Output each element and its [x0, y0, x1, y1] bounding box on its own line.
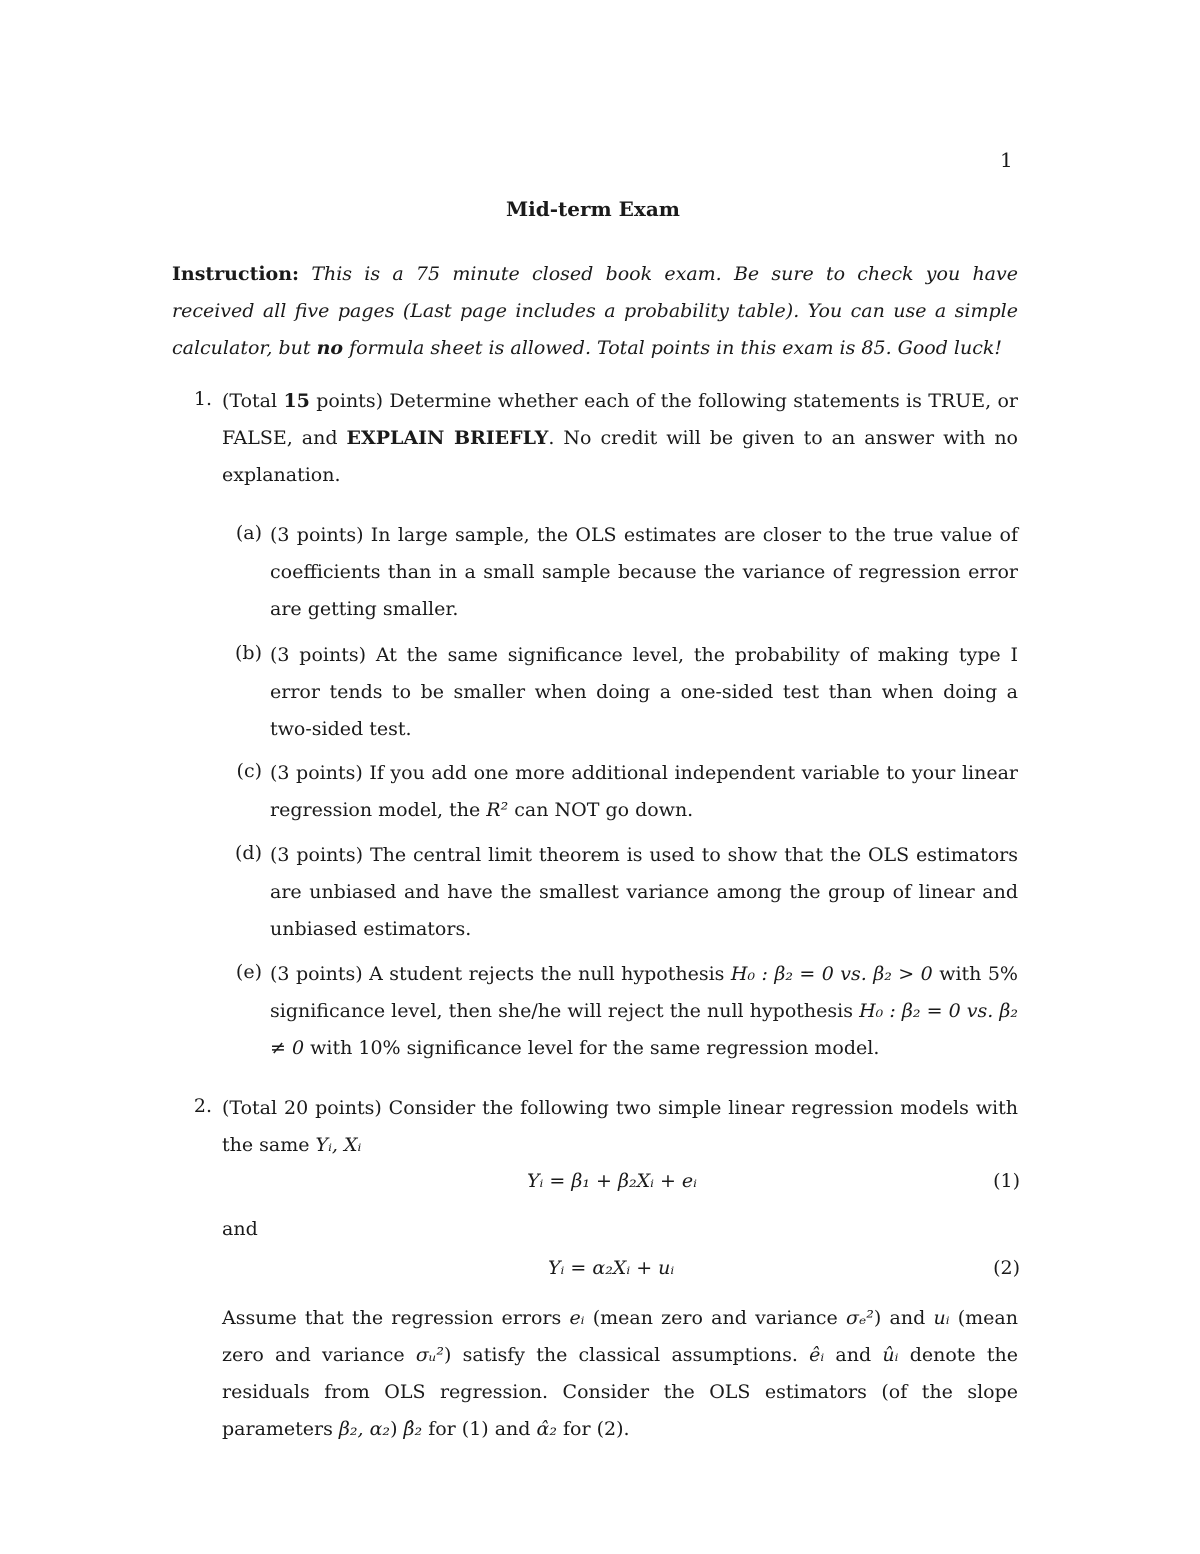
q2-para-t4: (mean zero and variance	[222, 1307, 1018, 1366]
part-c-text-2: can NOT go down.	[514, 799, 694, 821]
q2-para-m2: σₑ²	[845, 1307, 874, 1329]
q2-intro-vars: Yᵢ, Xᵢ	[315, 1134, 362, 1156]
q1-suffix: points) Determine whether each of the following statements is TRUE, or FALSE, and	[222, 390, 1018, 449]
q1-points: 15	[283, 390, 310, 412]
part-d-text: (3 points) The central limit theorem is used to show that the OLS estimators are unbiased and have the smallest variance among the group of linear and unbiased estimators.	[270, 844, 1018, 940]
instruction-label: Instruction:	[172, 263, 300, 285]
equation-1-label: (1)	[993, 1170, 1020, 1192]
question-2-number: 2.	[193, 1095, 212, 1117]
part-b-text: (3 points) At the same significance level, the probability of making type I error tends to be smaller when doing a one-sided test than when doing a two-sided test.	[270, 644, 1018, 740]
q2-para-t9: for (1) and	[428, 1418, 531, 1440]
equation-2: Yᵢ = α₂Xᵢ + uᵢ	[548, 1257, 675, 1279]
part-e-label: (e)	[235, 961, 262, 983]
part-c-text-1: (3 points) If you add one more additional independent variable to your linear regression model, the	[270, 762, 1018, 821]
equation-1: Yᵢ = β₁ + β₂Xᵢ + eᵢ	[527, 1170, 697, 1192]
q2-para-m3: uᵢ	[933, 1307, 950, 1329]
part-c-label: (c)	[236, 760, 262, 782]
q2-para-t2: (mean zero and variance	[592, 1307, 838, 1329]
question-2-paragraph	[222, 1300, 1018, 1448]
q2-para-t10: for (2).	[563, 1418, 630, 1440]
q2-para-m6: ûᵢ	[882, 1344, 899, 1366]
equation-2-label: (2)	[993, 1257, 1020, 1279]
part-a-text: (3 points) In large sample, the OLS estimates are closer to the true value of coefficients than in a small sample because the variance of regression error are getting smaller.	[270, 524, 1018, 620]
q2-para-m1: eᵢ	[569, 1307, 585, 1329]
part-c-text	[270, 755, 1018, 829]
question-1-text	[222, 383, 1018, 494]
part-e-text-3: with 10% significance level for the same regression model.	[310, 1037, 880, 1059]
question-1-number: 1.	[193, 388, 212, 410]
q2-intro-text: (Total 20 points) Consider the following two simple linear regression models with the same	[222, 1097, 1018, 1156]
part-a-label: (a)	[235, 522, 262, 544]
q1-bold: EXPLAIN BRIEFLY	[346, 427, 549, 449]
part-e-text	[270, 956, 1018, 1067]
part-c-math: R²	[486, 799, 509, 821]
part-e-hypothesis-1: H₀ : β₂ = 0 vs. β₂ > 0	[730, 963, 933, 985]
q2-para-t8: )	[390, 1418, 398, 1440]
q2-para-t7: denote the residuals from OLS regression. Consider the OLS estimators (of the slope parameters	[222, 1344, 1018, 1440]
instruction-text-1: This is a 75 minute closed book exam. Be sure to check you have received all five pages (Last page includes a probability table). You can use a simple calculator, but	[172, 263, 1018, 359]
q2-para-t6: and	[835, 1344, 872, 1366]
q2-para-m5: êᵢ	[809, 1344, 825, 1366]
and-text: and	[222, 1218, 258, 1240]
part-e-hypothesis-2: H₀ : β₂ = 0 vs. β₂ ≠ 0	[270, 1000, 1019, 1059]
q2-para-m9: α̂₂	[536, 1418, 557, 1440]
part-e-text-1: (3 points) A student rejects the null hypothesis	[270, 963, 725, 985]
q1-prefix: (Total	[222, 390, 278, 412]
page-title: Mid-term Exam	[506, 197, 680, 221]
part-e-text-2: with 5% significance level, then she/he will reject the null hypothesis	[270, 963, 1018, 1022]
q2-para-t1: Assume that the regression errors	[222, 1307, 562, 1329]
q2-para-m7: β₂, α₂	[338, 1418, 391, 1440]
instruction-bold-word: no	[316, 337, 344, 359]
q2-para-m4: σᵤ²	[415, 1344, 445, 1366]
q2-para-t3: ) and	[873, 1307, 926, 1329]
q2-para-t5: ) satisfy the classical assumptions.	[444, 1344, 798, 1366]
page-number: 1	[1000, 148, 1013, 172]
instruction-paragraph	[172, 256, 1018, 367]
q1-rest: . No credit will be given to an answer with no explanation.	[222, 427, 1018, 486]
q2-para-m8: β̂₂	[403, 1418, 423, 1440]
part-b-label: (b)	[235, 642, 262, 664]
question-2-intro	[222, 1090, 1018, 1164]
part-d-label: (d)	[235, 842, 262, 864]
instruction-text-2: formula sheet is allowed. Total points in this exam is 85. Good luck!	[349, 337, 1003, 359]
